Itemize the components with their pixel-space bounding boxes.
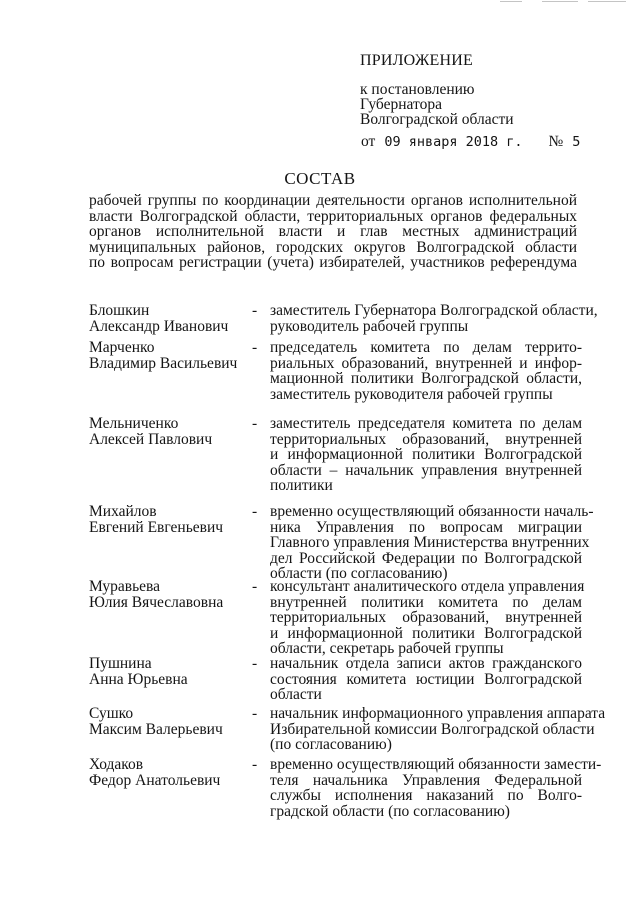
member-role: [270, 578, 585, 657]
decree-number: 5: [572, 134, 581, 150]
role-line: начальник отдела записи актов гражданского: [270, 655, 582, 672]
document-title: СОСТАВ: [284, 169, 356, 188]
decree-date-row: [361, 134, 580, 151]
member-role: [270, 340, 582, 402]
member-dash: -: [252, 503, 258, 520]
role-line: состояния комитета юстиции Волгоградской: [270, 670, 582, 688]
date-prefix: от: [361, 133, 376, 150]
member-dash: -: [252, 705, 258, 722]
member-surname: Ходаков: [89, 756, 144, 773]
member-name: [89, 579, 249, 610]
member-name: [89, 416, 249, 447]
role-line: внутренней политики комитета по делам: [270, 593, 582, 611]
role-line: заместитель председателя комитета по делам: [270, 415, 582, 432]
member-role: [270, 302, 598, 335]
member-name: [89, 656, 249, 687]
role-line: области: [270, 686, 322, 703]
member-name: [89, 303, 249, 334]
member-surname: Сушко: [89, 705, 134, 722]
role-line: области – начальник управления внутренней: [270, 461, 582, 479]
member-role: [270, 756, 602, 820]
member-surname: Михайлов: [89, 503, 157, 520]
member-name: [89, 706, 249, 737]
subtitle-line: власти Волгоградской области, территориальных органов федеральных: [89, 207, 577, 225]
role-line: Главного управления Министерства внутренних: [270, 534, 590, 551]
member-given-name: Максим Валерьевич: [89, 720, 223, 738]
member-given-name: Анна Юрьевна: [89, 670, 188, 688]
member-surname: Блошкин: [89, 302, 150, 319]
subtitle-line: по вопросам регистрации (учета) избирателей, участников референдума: [89, 254, 577, 271]
document-subtitle: [89, 193, 577, 271]
subtitle-line: рабочей группы по координации деятельности органов исполнительной: [89, 192, 577, 209]
decree-date: 09 января 2018 г.: [384, 134, 523, 150]
subtitle-line: органов исполнительной власти и глав местных администраций: [89, 223, 577, 240]
role-line: руководитель рабочей группы: [270, 317, 469, 335]
role-line: председатель комитета по делам террито-: [270, 339, 582, 356]
role-line: территориальных образований, внутренней: [270, 430, 582, 448]
appendix-title: ПРИЛОЖЕНИЕ: [360, 52, 474, 69]
role-line: и информационной политики Волгоградской: [270, 624, 582, 642]
member-surname: Мельниченко: [89, 415, 179, 432]
role-line: политики: [270, 477, 333, 494]
subtitle-line: муниципальных районов, городских округов Волгоградской области: [89, 238, 577, 256]
role-line: временно осуществляющий обязанности замести-: [270, 756, 602, 773]
member-given-name: Юлия Вячеславовна: [89, 593, 224, 611]
role-line: заместитель руководителя рабочей группы: [270, 385, 553, 403]
role-line: (по согласованию): [270, 736, 392, 753]
role-line: консультант аналитического отдела управления: [270, 578, 585, 595]
role-line: градской области (по согласованию): [270, 802, 510, 820]
member-role: [270, 705, 606, 753]
role-line: заместитель Губернатора Волгоградской области,: [270, 302, 598, 319]
member-role: [270, 416, 582, 494]
role-line: ника Управления по вопросам миграции: [270, 518, 582, 536]
member-name: [89, 504, 249, 535]
appendix-reference-line: Губернатора: [360, 96, 442, 113]
role-line: территориальных образований, внутренней: [270, 609, 582, 626]
role-line: временно осуществляющий обязанности началь-: [270, 503, 594, 520]
member-dash: -: [252, 756, 258, 773]
role-line: области, секретарь рабочей группы: [270, 640, 504, 657]
number-prefix: №: [548, 133, 564, 150]
member-surname: Пушнина: [89, 655, 152, 672]
role-line: Избирательной комиссии Волгоградской области: [270, 720, 595, 738]
role-line: и информационной политики Волгоградской: [270, 446, 582, 463]
member-given-name: Алексей Павлович: [89, 430, 213, 448]
member-dash: -: [252, 302, 258, 319]
member-surname: Марченко: [89, 339, 155, 356]
role-line: начальник информационного управления аппарата: [270, 705, 606, 722]
member-given-name: Федор Анатольевич: [89, 771, 221, 789]
member-role: [270, 503, 594, 582]
scan-edge-marks: [500, 0, 630, 5]
member-dash: -: [252, 415, 258, 432]
member-name: [89, 340, 249, 371]
member-given-name: Александр Иванович: [89, 317, 229, 335]
member-dash: -: [252, 655, 258, 672]
role-line: дел Российской Федерации по Волгоградской: [270, 549, 582, 567]
role-line: теля начальника Управления Федеральной: [270, 771, 582, 789]
member-dash: -: [252, 339, 258, 356]
member-given-name: Владимир Васильевич: [89, 354, 238, 372]
appendix-reference-line: Волгоградской области: [360, 111, 514, 128]
role-line: риальных образований, внутренней и инфор-: [270, 354, 582, 372]
member-given-name: Евгений Евгеньевич: [89, 518, 224, 536]
member-role: [270, 656, 582, 703]
role-line: области (по согласованию): [270, 565, 448, 582]
role-line: службы исполнения наказаний по Волго-: [270, 787, 582, 804]
appendix-reference-line: к постановлению: [360, 81, 475, 98]
role-line: мационной политики Волгоградской области,: [270, 370, 582, 387]
member-surname: Муравьева: [89, 578, 161, 595]
member-name: [89, 757, 249, 788]
member-dash: -: [252, 578, 258, 595]
